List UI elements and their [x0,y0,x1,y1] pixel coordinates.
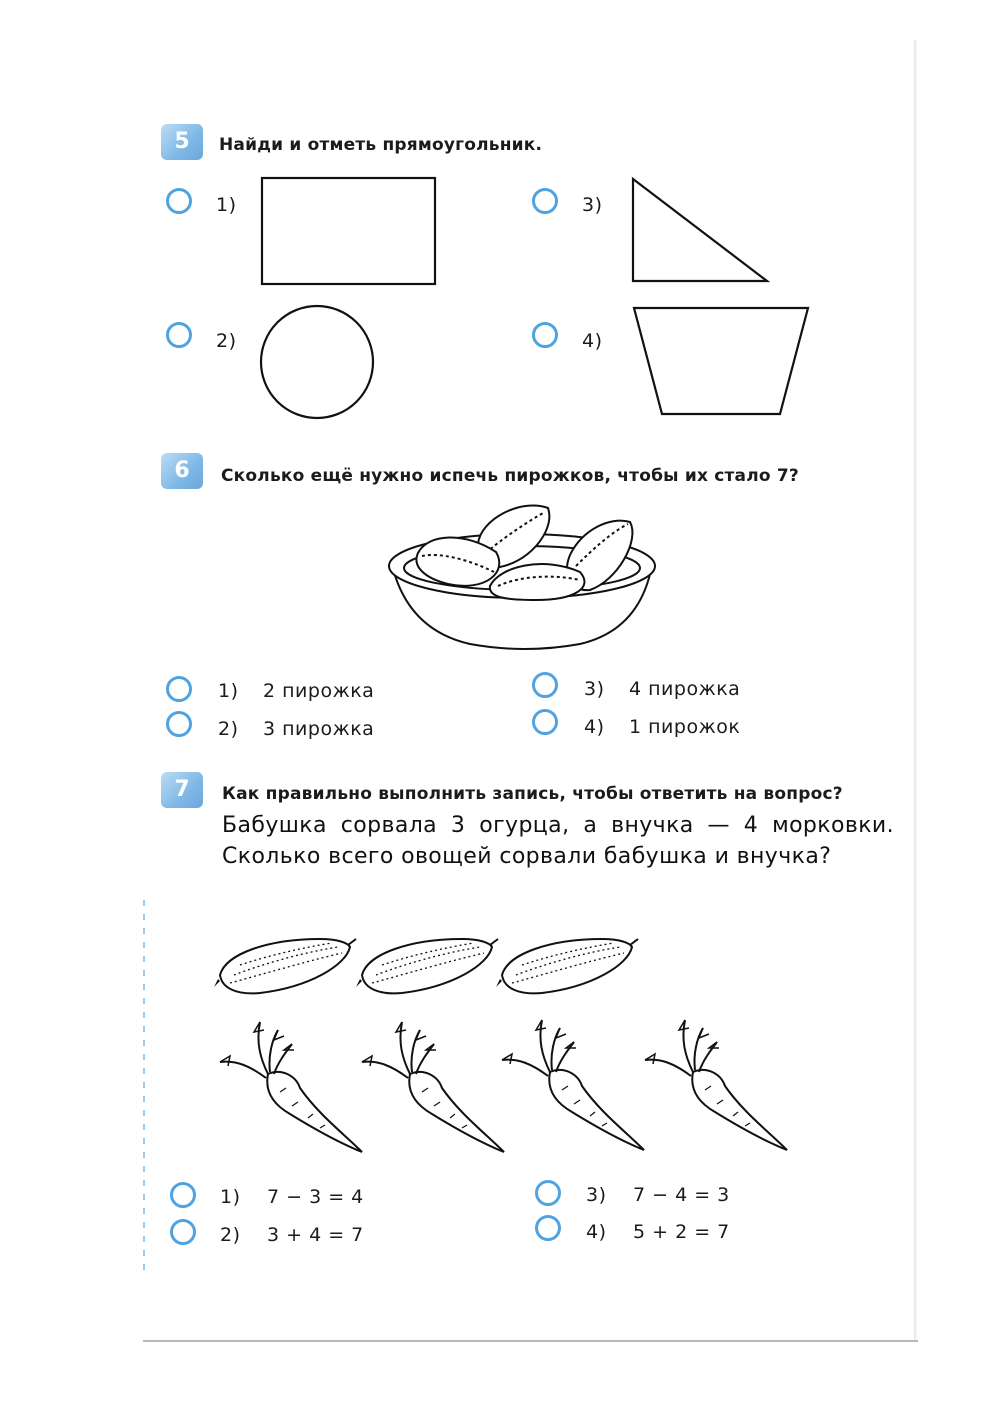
task5-number-badge: 5 [161,124,203,160]
task6-option1-text: 2 пирожка [263,680,375,702]
page-edge-left [143,900,145,1270]
task6-option4-label: 4) [584,716,605,738]
task7-problem-text: Бабушка сорвала 3 огурца, а внучка — 4 морковки. Сколько всего овощей сорвали бабушка и внучка? [222,813,894,869]
task6-option4-text: 1 пирожок [629,716,741,738]
task5-option3-radio[interactable] [532,188,558,214]
task7-option2-text: 3 + 4 = 7 [267,1224,364,1246]
task5-option3-label: 3) [582,194,603,216]
task7-option4-label: 4) [586,1221,607,1243]
page-edge-right [914,40,917,1340]
task7-option3-radio[interactable] [535,1180,561,1206]
carrots-illustration [0,0,1,1]
task5-option1-radio[interactable] [166,188,192,214]
task7-option1-radio[interactable] [170,1182,196,1208]
task7-number-badge: 7 [161,772,203,808]
rectangle-shape [262,178,435,284]
task5-option1-label: 1) [216,194,237,216]
task7-option2-radio[interactable] [170,1219,196,1245]
task6-option3-text: 4 пирожка [629,678,741,700]
task6-option2-label: 2) [218,718,239,740]
task7-question: Как правильно выполнить запись, чтобы ответить на вопрос? [222,784,843,804]
circle-shape [261,306,373,418]
task7-option3-label: 3) [586,1184,607,1206]
task7-option3-text: 7 − 4 = 3 [633,1184,730,1206]
task5-option4-label: 4) [582,330,603,352]
carrot-1 [220,1022,362,1152]
task6-option3-label: 3) [584,678,605,700]
carrot-2 [362,1022,504,1152]
task7-option2-label: 2) [220,1224,241,1246]
task6-number-badge: 6 [161,453,203,489]
task5-option2-label: 2) [216,330,237,352]
task5-question: Найди и отметь прямоугольник. [219,135,543,155]
task6-option1-label: 1) [218,680,239,702]
task7-option1-text: 7 − 3 = 4 [267,1186,364,1208]
triangle-shape [633,179,767,281]
carrot-4 [645,1020,787,1150]
task6-option4-radio[interactable] [532,709,558,735]
cucumber-3 [496,939,638,993]
task6-option2-text: 3 пирожка [263,718,375,740]
task7-option4-radio[interactable] [535,1215,561,1241]
task5-option2-radio[interactable] [166,322,192,348]
cucumber-1 [214,939,356,993]
trapezoid-shape [634,308,808,414]
task7-option4-text: 5 + 2 = 7 [633,1221,730,1243]
task6-option3-radio[interactable] [532,672,558,698]
task6-option2-radio[interactable] [166,711,192,737]
task6-option1-radio[interactable] [166,676,192,702]
cucumber-2 [356,939,498,993]
task6-question: Сколько ещё нужно испечь пирожков, чтобы их стало 7? [221,466,799,486]
task7-option1-label: 1) [220,1186,241,1208]
page-edge-bottom [143,1340,918,1342]
task5-option4-radio[interactable] [532,322,558,348]
carrot-3 [502,1020,644,1150]
